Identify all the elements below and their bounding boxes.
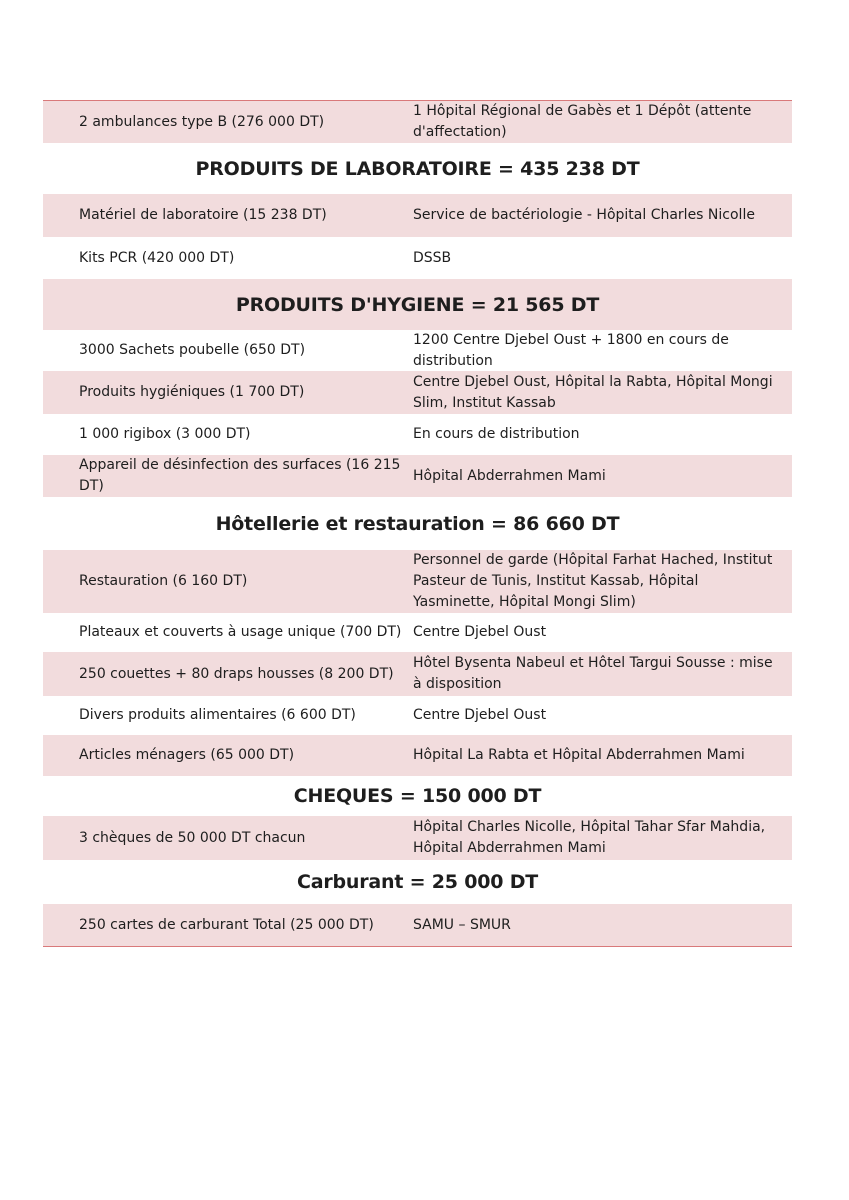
destination-cell: Service de bactériologie - Hôpital Charles Nicolle xyxy=(413,207,755,223)
item-cell: Divers produits alimentaires (6 600 DT) xyxy=(79,707,356,723)
destination-cell: SAMU – SMUR xyxy=(413,916,511,933)
table-row xyxy=(43,100,792,143)
donations-table xyxy=(43,100,792,947)
item-cell: 3 chèques de 50 000 DT chacun xyxy=(79,829,306,846)
destination-cell: Hôtel Bysenta Nabeul et Hôtel Targui Sousse : mise à disposition xyxy=(413,655,773,692)
table-row xyxy=(43,330,792,371)
item-cell: 2 ambulances type B (276 000 DT) xyxy=(79,113,325,130)
item-cell: 250 cartes de carburant Total (25 000 DT) xyxy=(79,916,374,933)
item-cell: Plateaux et couverts à usage unique (700 DT) xyxy=(79,624,402,640)
destination-cell: Centre Djebel Oust xyxy=(413,624,547,640)
item-cell: 1 000 rigibox (3 000 DT) xyxy=(79,426,251,442)
destination-cell: En cours de distribution xyxy=(413,426,580,442)
table-row xyxy=(43,237,792,279)
table-row xyxy=(43,735,792,776)
item-cell: Kits PCR (420 000 DT) xyxy=(79,249,235,266)
table-row xyxy=(43,904,792,947)
item-cell: Restauration (6 160 DT) xyxy=(79,573,248,589)
destination-cell: Personnel de garde (Hôpital Farhat Hached, Institut Pasteur de Tunis, Institut Kassab, Hôpital Yasminette, Hôpital Mongi Slim) xyxy=(413,552,773,610)
table-row xyxy=(43,816,792,860)
item-cell: Articles ménagers (65 000 DT) xyxy=(79,747,295,763)
table-row xyxy=(43,414,792,455)
item-cell: Matériel de laboratoire (15 238 DT) xyxy=(79,207,327,223)
destination-cell: Hôpital La Rabta et Hôpital Abderrahmen Mami xyxy=(413,747,745,763)
item-cell: Produits hygiéniques (1 700 DT) xyxy=(79,384,305,400)
destination-cell: 1200 Centre Djebel Oust + 1800 en cours de distribution xyxy=(413,331,729,369)
table-row xyxy=(43,455,792,497)
table-row xyxy=(43,696,792,735)
table-row xyxy=(43,613,792,652)
table-row xyxy=(43,550,792,613)
item-cell: Appareil de désinfection des surfaces (16 215 DT) xyxy=(79,457,401,494)
destination-cell: 1 Hôpital Régional de Gabès et 1 Dépôt (attente d'affectation) xyxy=(413,103,752,140)
item-cell: 3000 Sachets poubelle (650 DT) xyxy=(79,342,306,358)
section-heading-hygiene: PRODUITS D'HYGIENE = 21 565 DT xyxy=(43,279,792,330)
item-cell: 250 couettes + 80 draps housses (8 200 DT) xyxy=(79,665,394,682)
destination-cell: Hôpital Abderrahmen Mami xyxy=(413,467,606,484)
table-row xyxy=(43,194,792,237)
table-row xyxy=(43,371,792,414)
destination-cell: Hôpital Charles Nicolle, Hôpital Tahar Sfar Mahdia, Hôpital Abderrahmen Mami xyxy=(413,819,766,856)
section-heading-cheques: CHEQUES = 150 000 DT xyxy=(293,785,542,807)
section-heading-carburant: Carburant = 25 000 DT xyxy=(296,871,539,893)
table-row xyxy=(43,652,792,696)
destination-cell: DSSB xyxy=(413,249,452,266)
destination-cell: Centre Djebel Oust xyxy=(413,707,547,723)
section-heading-hotellerie: Hôtellerie et restauration = 86 660 DT xyxy=(215,512,620,535)
section-heading-laboratoire: PRODUITS DE LABORATOIRE = 435 238 DT xyxy=(195,157,640,180)
destination-cell: Centre Djebel Oust, Hôpital la Rabta, Hôpital Mongi Slim, Institut Kassab xyxy=(413,373,773,411)
